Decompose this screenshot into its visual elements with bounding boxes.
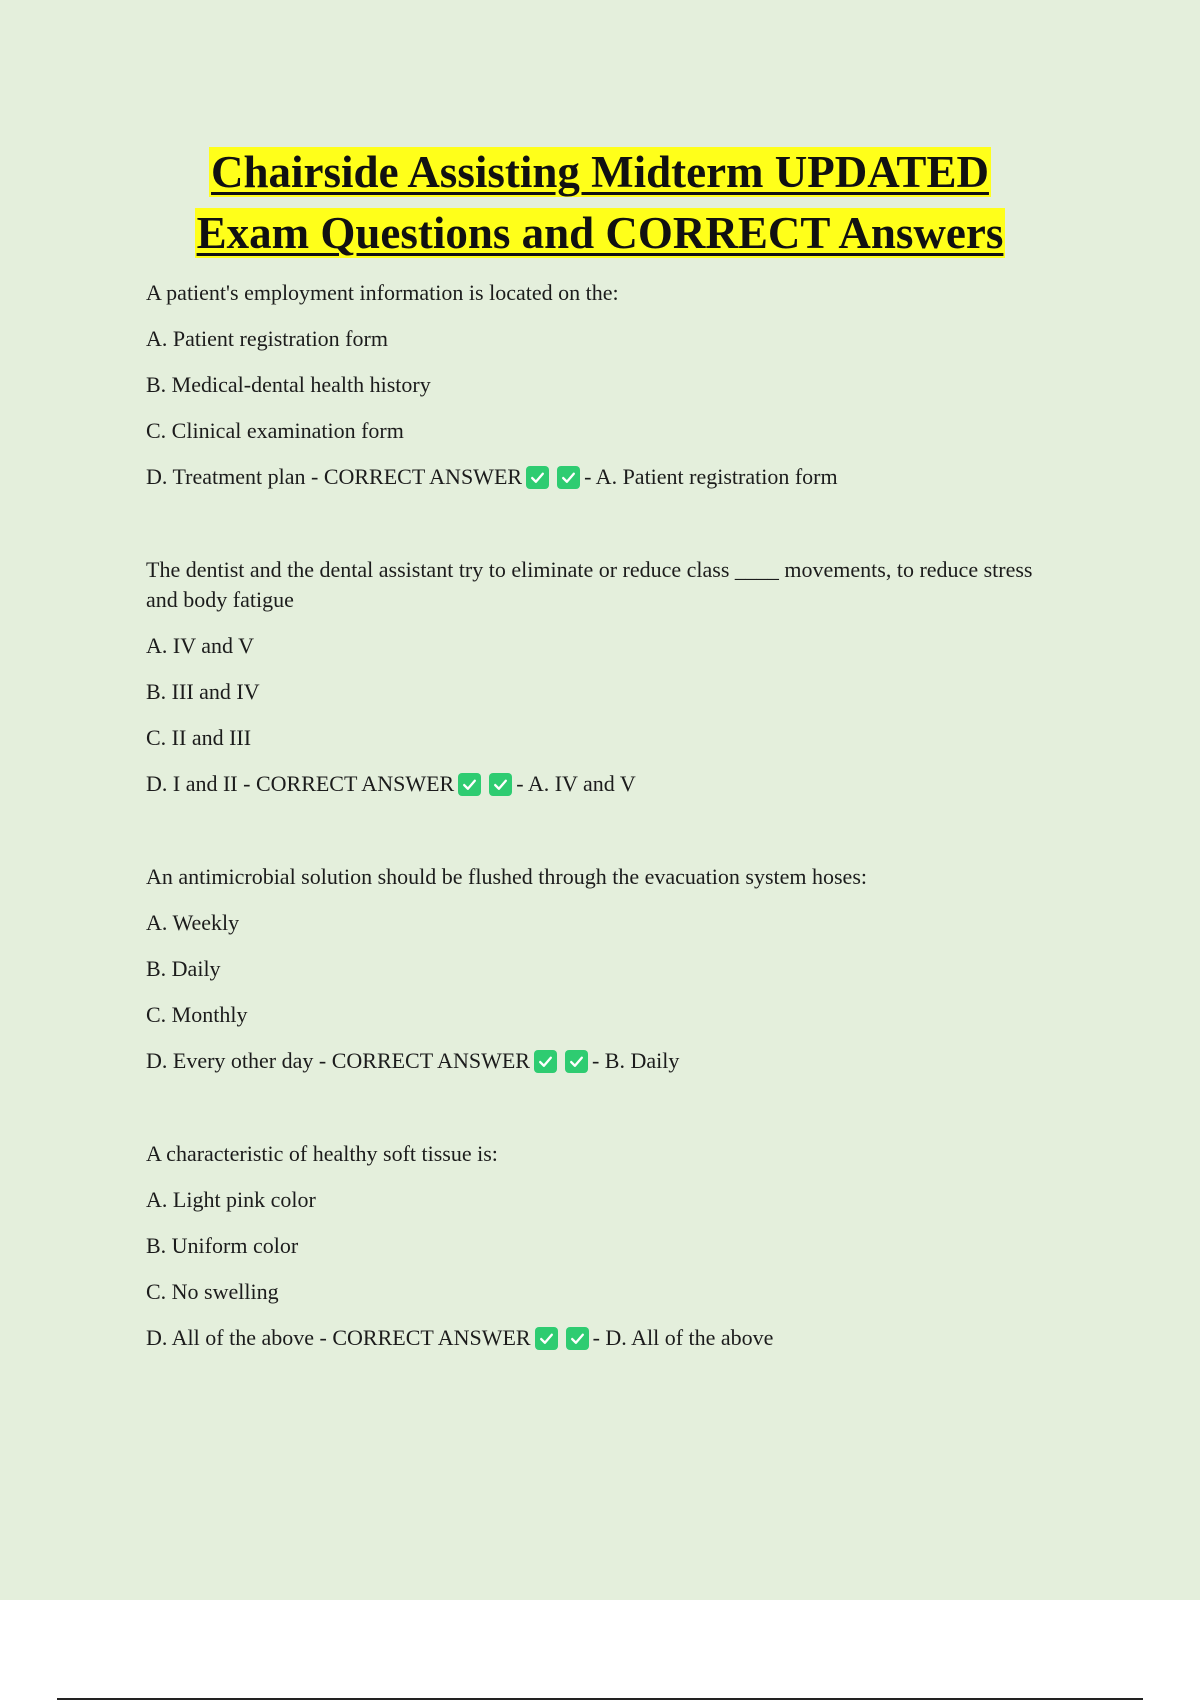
- question-block: [146, 1139, 1066, 1353]
- check-mark-icon: [565, 1050, 588, 1073]
- option-d: D. All of the above - CORRECT ANSWER: [146, 1325, 531, 1350]
- title-line-1: Chairside Assisting Midterm UPDATED: [211, 147, 989, 197]
- option-c: C. No swelling: [146, 1279, 279, 1304]
- option-d: D. I and II - CORRECT ANSWER: [146, 771, 455, 796]
- title-line-2: Exam Questions and CORRECT Answers: [196, 208, 1004, 258]
- document-title: [0, 142, 1200, 264]
- option-a: A. IV and V: [146, 633, 254, 658]
- correct-answer: - D. All of the above: [592, 1325, 774, 1350]
- check-mark-icon: [526, 466, 549, 489]
- check-mark-icon: [489, 773, 512, 796]
- option-b: B. Uniform color: [146, 1233, 299, 1258]
- correct-answer: - A. Patient registration form: [584, 464, 838, 489]
- question-text: An antimicrobial solution should be flushed through the evacuation system hoses:: [146, 864, 867, 889]
- option-a: A. Weekly: [146, 910, 240, 935]
- option-a: A. Patient registration form: [146, 326, 388, 351]
- option-c: C. Clinical examination form: [146, 418, 404, 443]
- question-block: [146, 862, 1066, 1076]
- option-d-with-answer: [146, 769, 1066, 799]
- check-mark-icon: [566, 1327, 589, 1350]
- question-list: [146, 278, 1066, 1353]
- question-text: A characteristic of healthy soft tissue is:: [146, 1141, 498, 1166]
- option-b: B. Daily: [146, 956, 221, 981]
- question-block: [146, 278, 1066, 492]
- check-mark-icon: [534, 1050, 557, 1073]
- option-b: B. Medical-dental health history: [146, 372, 431, 397]
- option-d: D. Every other day - CORRECT ANSWER: [146, 1048, 530, 1073]
- question-block: [146, 555, 1066, 799]
- option-a: A. Light pink color: [146, 1187, 316, 1212]
- option-c: C. II and III: [146, 725, 252, 750]
- option-d-with-answer: [146, 462, 1066, 492]
- check-mark-icon: [458, 773, 481, 796]
- correct-answer: - A. IV and V: [516, 771, 636, 796]
- option-b: B. III and IV: [146, 679, 260, 704]
- option-d-with-answer: [146, 1323, 1066, 1353]
- option-c: C. Monthly: [146, 1002, 248, 1027]
- option-d-with-answer: [146, 1046, 1066, 1076]
- check-mark-icon: [535, 1327, 558, 1350]
- check-mark-icon: [557, 466, 580, 489]
- question-text: The dentist and the dental assistant try to eliminate or reduce class ____ movements, to reduce stress and body fatigue: [146, 557, 1033, 612]
- question-text: A patient's employment information is located on the:: [146, 280, 619, 305]
- option-d: D. Treatment plan - CORRECT ANSWER: [146, 464, 523, 489]
- correct-answer: - B. Daily: [591, 1048, 680, 1073]
